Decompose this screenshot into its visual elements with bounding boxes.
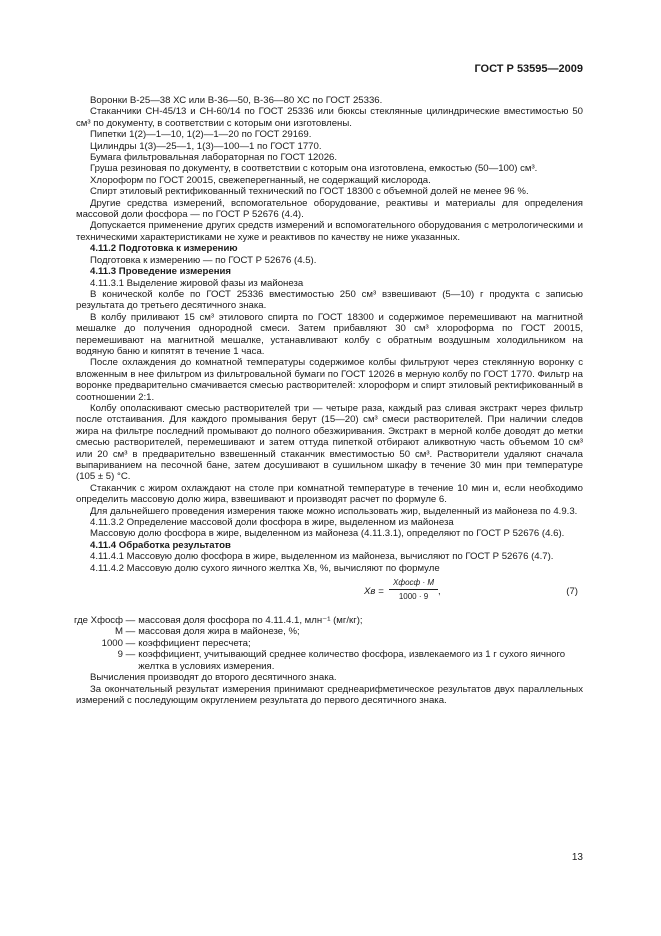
legend-row (74, 649, 583, 672)
paragraph: За окончательный результат измерения принимают среднеарифметическое результатов двух параллельных измерений с последующим округлением результата до первого десятичного знака. (76, 683, 583, 706)
paragraph: Груша резиновая по документу, в соответствии с которым она изготовлена, емкостью (50—100) см³. (90, 163, 538, 175)
paragraph: Хлороформ по ГОСТ 20015, свежеперегнанный, не содержащий кислорода. (90, 174, 431, 186)
legend-row (74, 626, 583, 637)
document-header: ГОСТ Р 53595—2009 (474, 63, 583, 75)
formula-comma: , (438, 586, 441, 598)
paragraph: Стаканчик с жиром охлаждают на столе при комнатной температуре в течение 10 мин и, если необходимо определить массовую долю жира, взвешивают и производят расчет по формуле 6. (76, 482, 583, 506)
legend-row (74, 615, 583, 626)
paragraph: Цилиндры 1(3)—25—1, 1(3)—100—1 по ГОСТ 1770. (90, 140, 322, 152)
legend-symbol: 9 — (117, 649, 136, 661)
legend-symbol: 1000 — (101, 637, 136, 649)
variable-legend (74, 615, 583, 672)
paragraph: В конической колбе по ГОСТ 25336 вместимостью 250 см³ взвешивают (5—10) г продукта с записью результата до третьего десятичного знака. (76, 288, 583, 312)
paragraph: Другие средства измерений, вспомогательное оборудование, реактивы и материалы для определения массовой доли фосфора — по ГОСТ Р 52676 (4.4). (76, 197, 583, 221)
legend-text: массовая доля жира в майонезе, %; (138, 626, 300, 638)
subsection-title: 4.11.3.2 Определение массовой доли фосфора в жире, выделенном из майонеза (90, 517, 454, 529)
paragraph: Спирт этиловый ректификованный технический по ГОСТ 18300 с объемной долей не менее 96 %. (90, 186, 529, 198)
legend-text: массовая доля фосфора по 4.11.4.1, млн⁻¹ (мг/кг); (138, 615, 363, 627)
document-body (76, 95, 583, 706)
formula-denominator: 1000 · 9 (398, 592, 429, 602)
paragraph: Пипетки 1(2)—1—10, 1(2)—1—20 по ГОСТ 29169. (90, 129, 312, 141)
formula-number: (7) (566, 586, 578, 598)
formula-numerator: Xфосф · M (389, 577, 438, 590)
paragraph: 4.11.4.2 Массовую долю сухого яичного желтка Xв, %, вычисляют по формуле (90, 562, 440, 574)
page-number: 13 (571, 852, 583, 863)
formula-7 (76, 575, 583, 615)
section-heading: 4.11.2 Подготовка к измерению (90, 243, 238, 255)
paragraph: Для дальнейшего проведения измерения также можно использовать жир, выделенный из майонеза по 4.9.3. (90, 505, 578, 517)
subsection-title: 4.11.3.1 Выделение жировой фазы из майонеза (90, 277, 304, 289)
legend-text: коэффициент, учитывающий среднее количество фосфора, извлекаемого из 1 г сухого яичного желтка в условиях измерения. (138, 649, 566, 672)
paragraph: После охлаждения до комнатной температуры содержимое колбы фильтруют через стеклянную воронку с вложенным в нее фильтром из фильтровальной бумаги по ГОСТ 12026 в мерную колбу по ГОСТ 1770. Фильтр на воронке предварительно смачивается смесью растворителей: хлороформ и спирт этиловый ректификованный в соотношении 2:1. (76, 357, 583, 403)
paragraph: Подготовка к измерению — по ГОСТ Р 52676 (4.5). (90, 254, 317, 266)
legend-symbol: M — (114, 626, 136, 638)
paragraph: Колбу ополаскивают смесью растворителей три — четыре раза, каждый раз сливая экстракт через фильтр после отстаивания. Для каждого промывания берут (15—20) см³ смеси растворителей. При наличии следов жира на фильтре последний промывают до полного обезжиривания. Экстракт в мерной колбе доводят до метки смесью растворителей, перемешивают и затем оттуда пипеткой отбирают аликвотную часть объемом 10 см³ или 20 см³ в предварительно взвешенный стаканчик вместимостью 50 см³. Растворители удаляют сначала выпариванием на песочной бане, затем досушивают в сушильном шкафу в течение 30 мин при температуре (105 ± 5) °С. (76, 402, 583, 483)
legend-text: коэффициент пересчета; (138, 637, 251, 649)
paragraph: Стаканчики СН-45/13 и СН-60/14 по ГОСТ 25336 или бюксы стеклянные цилиндрические вместимостью 50 см³ по документу, в соответствии с которым они изготовлены. (76, 106, 583, 129)
paragraph: 4.11.4.1 Массовую долю фосфора в жире, выделенном из майонеза, вычисляют по ГОСТ Р 52676 (4.7). (90, 551, 554, 563)
paragraph: Воронки В-25—38 ХС или В-36—50, В-36—80 ХС по ГОСТ 25336. (90, 95, 383, 106)
paragraph: В колбу приливают 15 см³ этилового спирта по ГОСТ 18300 и содержимое перемешивают на магнитной мешалке до получения однородной смеси. Затем прибавляют 30 см³ хлороформа по ГОСТ 20015, перемешивают на магнитной мешалке, устанавливают колбу с обратным воздушным холодильником на водяную баню и кипятят в течение 1 часа. (76, 311, 583, 357)
legend-symbol: где Xфосф — (74, 615, 136, 627)
section-heading: 4.11.4 Обработка результатов (90, 539, 231, 551)
section-heading: 4.11.3 Проведение измерения (90, 266, 231, 278)
formula-lhs: Xв = (364, 586, 384, 598)
paragraph: Бумага фильтровальная лабораторная по ГОСТ 12026. (90, 152, 338, 164)
formula-fraction (389, 577, 438, 603)
paragraph: Массовую долю фосфора в жире, выделенном из майонеза (4.11.3.1), определяют по ГОСТ Р 52676 (4.6). (90, 528, 565, 540)
paragraph: Допускается применение других средств измерений и вспомогательного оборудования с метрологическими и техническими характеристиками не хуже и реактивов по качеству не ниже указанных. (76, 220, 583, 243)
legend-row (74, 638, 583, 649)
paragraph: Вычисления производят до второго десятичного знака. (90, 672, 337, 684)
